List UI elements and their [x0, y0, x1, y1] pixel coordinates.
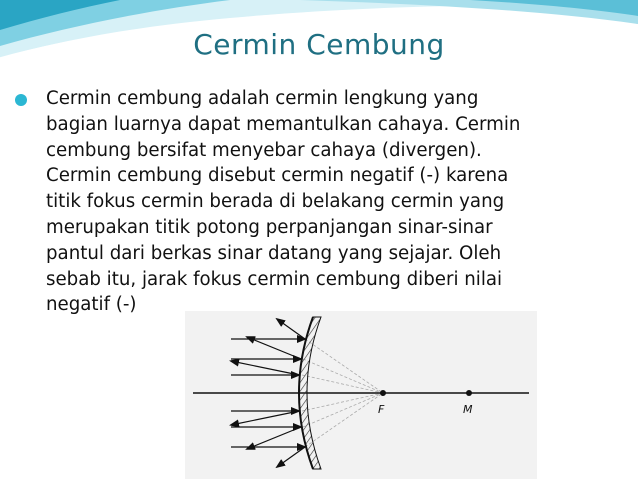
bullet-line: bagian luarnya dapat memantulkan cahaya. Cermin [46, 113, 521, 135]
bullet-line: negatif (-) [46, 294, 137, 316]
bullet-line: pantul dari berkas sinar datang yang sejajar. Oleh [46, 242, 502, 264]
bullet-line: Cermin cembung disebut cermin negatif (-) karena [46, 165, 509, 187]
slide-title: Cermin Cembung [193, 28, 445, 61]
bullet-line: cembung bersifat menyebar cahaya (divergen). [46, 139, 482, 161]
focus-label: F [378, 403, 385, 416]
bullet-text [46, 86, 520, 318]
center-label: M [463, 403, 473, 416]
convex-mirror-diagram [185, 311, 537, 479]
focus-point [380, 390, 386, 396]
bullet-line: sebab itu, jarak fokus cermin cembung diberi nilai [46, 268, 503, 290]
center-point [466, 390, 472, 396]
bullet-line: titik fokus cermin berada di belakang cermin yang [46, 191, 505, 213]
diagram-background [185, 311, 537, 479]
bullet-line: Cermin cembung adalah cermin lengkung yang [46, 88, 479, 109]
bullet-line: merupakan titik potong perpanjangan sinar-sinar [46, 216, 493, 238]
bullet-dot-icon [15, 94, 27, 106]
